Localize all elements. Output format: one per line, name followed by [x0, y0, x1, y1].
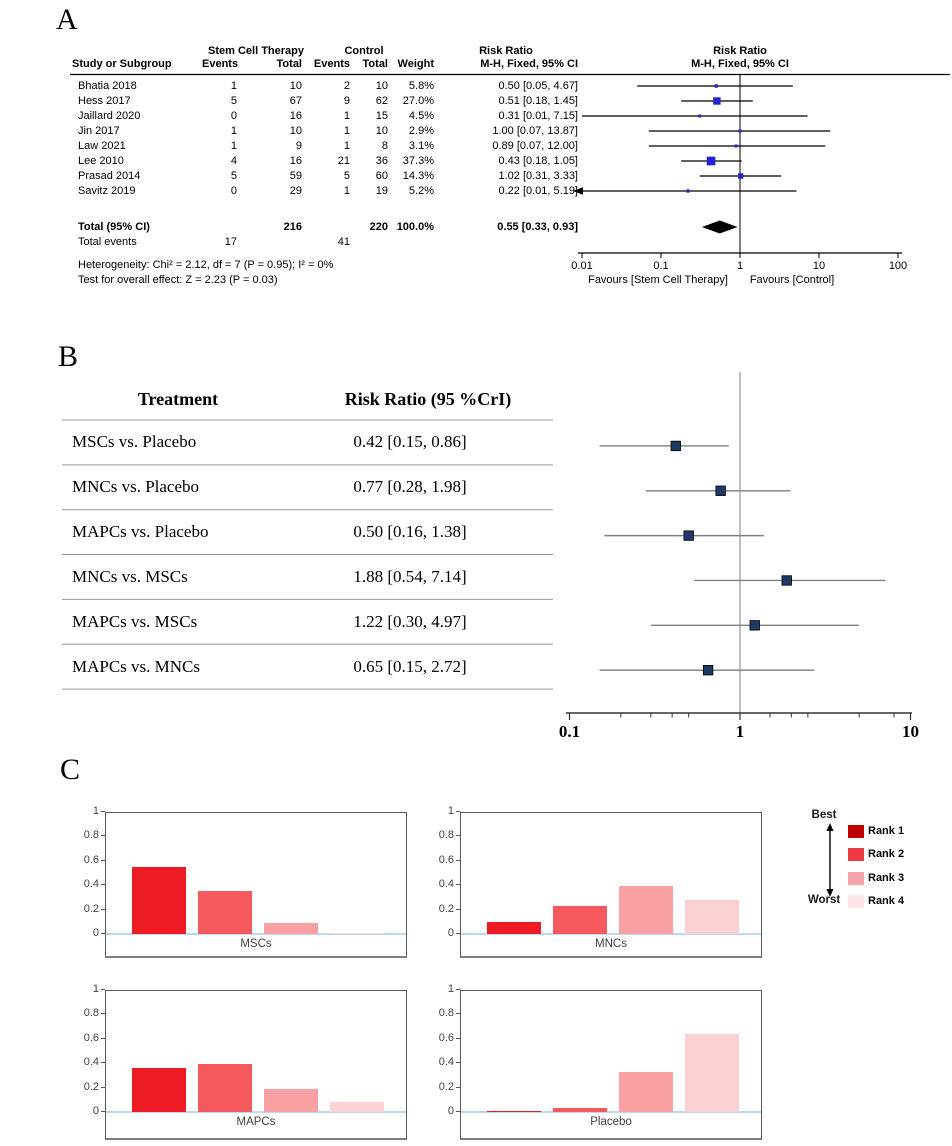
bar-rank-3	[264, 1089, 318, 1112]
cell-value: 36	[375, 155, 388, 167]
cell-value: 5.2%	[408, 185, 434, 197]
bar-rank-2	[553, 906, 607, 934]
cell-value: 220	[369, 221, 388, 233]
cell-value: 60	[375, 170, 388, 182]
cell-value: 37.3%	[402, 155, 434, 167]
risk-ratio-cell: 1.88 [0.54, 7.14]	[353, 566, 467, 586]
cell-label: Lee 2010	[78, 155, 124, 167]
bar-rank-2	[198, 891, 252, 934]
y-tick	[456, 933, 460, 934]
column-events-sct: Events	[202, 58, 239, 70]
cell-value: 10	[375, 80, 388, 92]
cell-value: 2.9%	[408, 125, 434, 137]
y-tick-label: 0.4	[438, 878, 454, 891]
risk-ratio-cell: 1.22 [0.30, 4.97]	[353, 611, 467, 631]
cell-value: 1	[230, 125, 237, 137]
legend-swatch-rank-3	[848, 872, 864, 885]
y-tick-label: 1	[92, 805, 99, 817]
y-tick	[456, 1038, 460, 1039]
cell-label: Total (95% CI)	[78, 221, 150, 233]
axis-tick-label: 1	[735, 722, 745, 741]
y-tick-label: 1	[447, 983, 454, 995]
y-tick-label: 0.4	[83, 878, 99, 891]
y-tick	[101, 909, 105, 910]
bar-rank-1	[487, 922, 541, 934]
y-tick	[101, 989, 105, 990]
treatment-cell: MNCs vs. MSCs	[72, 566, 188, 586]
y-tick	[456, 835, 460, 836]
y-tick-label: 0	[447, 927, 454, 939]
bar-rank-1	[487, 1111, 541, 1112]
cell-value: 1	[230, 140, 237, 152]
cell-value: 62	[375, 95, 388, 107]
cell-value: 4.5%	[408, 110, 434, 122]
cell-value: 100.0%	[396, 221, 434, 233]
cell-value: 16	[289, 155, 302, 167]
column-total-sct: Total	[276, 58, 302, 70]
cell-value: 14.3%	[402, 170, 434, 182]
cell-value: 10	[375, 125, 388, 137]
y-tick	[456, 909, 460, 910]
y-tick	[101, 1111, 105, 1112]
cell-value: 0	[230, 110, 237, 122]
cell-value: 9	[343, 95, 350, 107]
cell-value: 1	[343, 140, 350, 152]
category-label: MSCs	[240, 938, 272, 950]
cell-value: 0.43 [0.18, 1.05]	[498, 155, 578, 167]
y-tick-label: 0.2	[438, 1080, 454, 1093]
cell-value: 15	[375, 110, 388, 122]
cell-value: 10	[289, 125, 302, 137]
y-tick	[456, 1062, 460, 1063]
y-tick-label: 0.2	[83, 902, 99, 915]
heterogeneity-note: Heterogeneity: Chi² = 2.12, df = 7 (P = 0.95); I² = 0%	[78, 259, 334, 271]
panel-a-label: A	[56, 3, 78, 36]
cell-value: 1	[230, 80, 237, 92]
y-tick	[101, 860, 105, 861]
cell-value: 5	[230, 170, 237, 182]
y-tick-label: 0.6	[83, 853, 99, 866]
bar-rank-4	[685, 900, 739, 934]
axis-tick-label: 1	[736, 260, 744, 272]
bar-chart-mncs	[460, 812, 762, 958]
y-tick-label: 0.4	[83, 1056, 99, 1069]
cell-value: 0.22 [0.01, 5.19]	[498, 185, 578, 197]
plot-subtitle-mh-fixed: M-H, Fixed, 95% CI	[691, 58, 789, 70]
y-tick	[101, 933, 105, 934]
bar-chart-mapcs	[105, 990, 407, 1140]
cell-label: Jaillard 2020	[78, 110, 141, 122]
cell-value: 2	[343, 80, 350, 92]
legend-label: Rank 4	[868, 894, 905, 907]
legend-label: Rank 1	[868, 825, 905, 837]
cell-value: 16	[289, 110, 302, 122]
cell-value: 4	[230, 155, 237, 167]
column-study-or-subgroup: Study or Subgroup	[72, 58, 172, 70]
column-mh-fixed-ci: M-H, Fixed, 95% CI	[480, 58, 578, 70]
cell-value: 1.02 [0.31, 3.33]	[498, 170, 578, 182]
y-tick-label: 0.6	[438, 853, 454, 866]
y-tick-label: 1	[92, 983, 99, 995]
column-group-control: Control	[344, 45, 384, 57]
cell-value: 27.0%	[402, 95, 434, 107]
risk-ratio-cell: 0.65 [0.15, 2.72]	[353, 656, 467, 676]
favours-left-label: Favours [Stem Cell Therapy]	[588, 274, 728, 286]
bar-rank-3	[264, 923, 318, 934]
treatment-cell: MSCs vs. Placebo	[72, 432, 197, 452]
treatment-cell: MAPCs vs. MSCs	[72, 611, 198, 631]
cell-value: 59	[289, 170, 302, 182]
y-tick	[456, 989, 460, 990]
cell-label: Hess 2017	[78, 95, 131, 107]
cell-value: 0.51 [0.18, 1.45]	[498, 95, 578, 107]
column-risk-ratio-cri: Risk Ratio (95 %CrI)	[344, 389, 512, 409]
bar-chart-placebo	[460, 990, 762, 1140]
risk-ratio-cell: 0.77 [0.28, 1.98]	[353, 477, 467, 497]
cell-value: 5	[230, 95, 237, 107]
cell-value: 0.31 [0.01, 7.15]	[498, 110, 578, 122]
cell-value: 21	[337, 155, 350, 167]
cell-value: 216	[283, 221, 302, 233]
legend-worst-label: Worst	[807, 894, 841, 906]
bar-chart-mscs	[105, 812, 407, 958]
y-tick	[456, 1087, 460, 1088]
y-tick-label: 0.8	[83, 1007, 99, 1020]
category-label: MAPCs	[236, 1116, 276, 1128]
legend-swatch-rank-2	[848, 848, 864, 861]
y-tick	[101, 1062, 105, 1063]
bar-rank-3	[619, 886, 673, 934]
column-total-control: Total	[362, 58, 388, 70]
y-tick	[101, 1038, 105, 1039]
cell-value: 5	[343, 170, 350, 182]
risk-ratio-cell: 0.50 [0.16, 1.38]	[353, 522, 467, 542]
axis-tick-label: 0.01	[571, 260, 593, 272]
y-tick-label: 0.8	[83, 829, 99, 842]
risk-ratio-cell: 0.42 [0.15, 0.86]	[353, 432, 467, 452]
y-tick-label: 0.2	[83, 1080, 99, 1093]
y-tick-label: 0.8	[438, 1007, 454, 1020]
column-treatment: Treatment	[137, 389, 219, 409]
axis-tick-label: 10	[902, 722, 919, 741]
column-events-control: Events	[313, 58, 350, 70]
cell-value: 41	[337, 236, 350, 248]
cell-value: 0.50 [0.05, 4.67]	[498, 80, 578, 92]
axis-tick-label: 10	[812, 260, 826, 272]
cell-value: 19	[375, 185, 388, 197]
y-tick-label: 0.6	[83, 1031, 99, 1044]
treatment-cell: MAPCs vs. Placebo	[72, 522, 209, 542]
column-risk-ratio: Risk Ratio	[479, 45, 533, 57]
y-tick-label: 0	[92, 927, 99, 939]
cell-label: Law 2021	[78, 140, 126, 152]
legend-swatch-rank-1	[848, 825, 864, 838]
cell-value: 67	[289, 95, 302, 107]
y-tick	[101, 1087, 105, 1088]
panel-c-label: C	[60, 753, 81, 786]
category-label: MNCs	[595, 938, 627, 950]
cell-value: 8	[381, 140, 388, 152]
column-group-stem-cell-therapy: Stem Cell Therapy	[208, 45, 304, 57]
cell-value: 1	[343, 125, 350, 137]
y-tick	[456, 884, 460, 885]
overall-effect-note: Test for overall effect: Z = 2.23 (P = 0.03)	[78, 274, 278, 286]
cell-label: Jin 2017	[78, 125, 120, 137]
axis-tick-label: 0.1	[653, 260, 669, 272]
bar-rank-3	[619, 1072, 673, 1112]
cell-value: 0.55 [0.33, 0.93]	[497, 221, 578, 233]
axis-tick-label: 100	[888, 260, 908, 272]
y-tick-label: 0.2	[438, 902, 454, 915]
cell-value: 1	[343, 185, 350, 197]
y-tick	[456, 860, 460, 861]
bar-rank-4	[685, 1034, 739, 1112]
bar-rank-2	[198, 1064, 252, 1112]
cell-value: 5.8%	[408, 80, 434, 92]
treatment-cell: MNCs vs. Placebo	[72, 477, 200, 497]
cell-label: Bhatia 2018	[78, 80, 137, 92]
cell-value: 1	[343, 110, 350, 122]
y-tick	[101, 835, 105, 836]
legend-label: Rank 2	[868, 848, 905, 861]
plot-title-risk-ratio: Risk Ratio	[713, 45, 767, 57]
cell-value: 9	[295, 140, 302, 152]
y-tick-label: 0.8	[438, 829, 454, 842]
y-tick-label: 0	[92, 1105, 99, 1117]
y-tick	[456, 1013, 460, 1014]
best-worst-arrow-icon	[822, 823, 838, 897]
legend-best-label: Best	[811, 809, 837, 821]
bar-rank-4	[330, 1102, 384, 1112]
favours-right-label: Favours [Control]	[749, 274, 835, 286]
y-tick	[101, 811, 105, 812]
cell-label: Savitz 2019	[78, 185, 136, 197]
cell-value: 0	[230, 185, 237, 197]
cell-value: 29	[289, 185, 302, 197]
cell-value: 0.89 [0.07, 12.00]	[492, 140, 578, 152]
y-tick	[101, 1013, 105, 1014]
y-tick-label: 0.6	[438, 1031, 454, 1044]
bar-rank-1	[132, 867, 186, 934]
bar-rank-2	[553, 1108, 607, 1112]
bar-rank-4	[330, 933, 384, 934]
panel-b-label: B	[58, 340, 79, 373]
y-tick	[456, 1111, 460, 1112]
cell-value: 10	[289, 80, 302, 92]
treatment-cell: MAPCs vs. MNCs	[72, 656, 201, 676]
cell-value: 17	[224, 236, 237, 248]
legend-swatch-rank-4	[848, 895, 864, 908]
y-tick-label: 1	[447, 805, 454, 817]
cell-label: Prasad 2014	[78, 170, 141, 182]
column-weight: Weight	[397, 58, 434, 70]
cell-label: Total events	[78, 236, 137, 248]
axis-tick-label: 0.1	[558, 722, 581, 741]
legend-label: Rank 3	[868, 871, 905, 884]
y-tick-label: 0.4	[438, 1056, 454, 1069]
bar-rank-1	[132, 1068, 186, 1112]
y-tick-label: 0	[447, 1105, 454, 1117]
cell-value: 1.00 [0.07, 13.87]	[492, 125, 578, 137]
cell-value: 3.1%	[408, 140, 434, 152]
category-label: Placebo	[590, 1116, 632, 1128]
y-tick	[101, 884, 105, 885]
y-tick	[456, 811, 460, 812]
